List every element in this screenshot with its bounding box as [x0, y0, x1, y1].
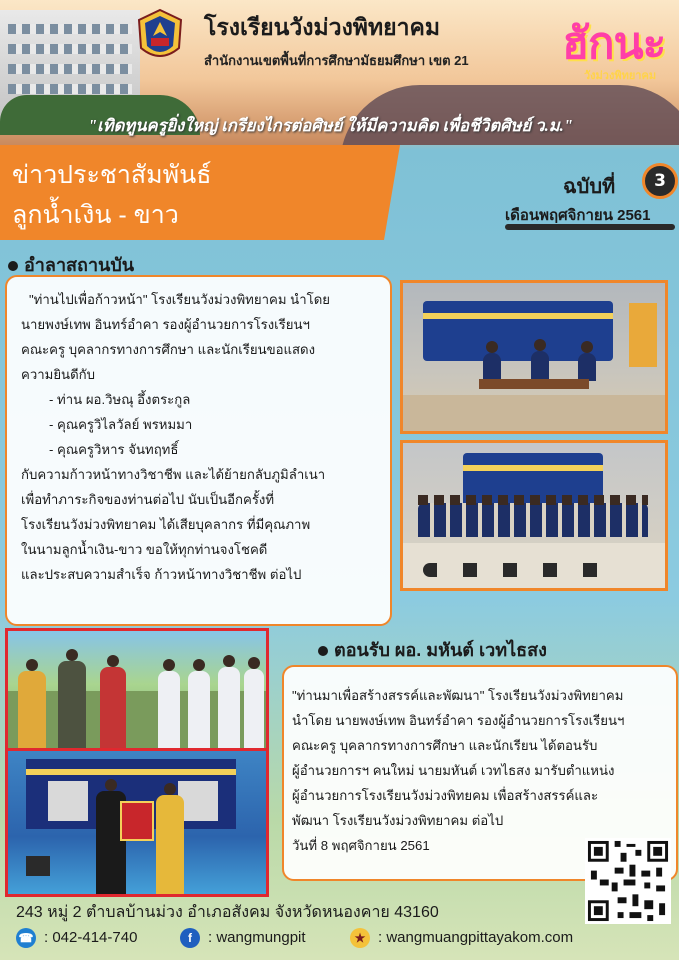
text-line: - คุณครูวิหาร จันทฤทธิ์ — [49, 442, 179, 457]
text-line: - คุณครูวิไลวัลย์ พรหมมา — [49, 417, 193, 432]
newsletter-subtitle: ลูกน้ำเงิน - ขาว — [12, 201, 179, 229]
office-name: สำนักงานเขตพื้นที่การศึกษามัธยมศึกษา เขต 21 — [204, 53, 469, 68]
farewell-stage-photo — [400, 280, 668, 434]
website-url: : wangmuangpittayakom.com — [378, 928, 574, 946]
section-heading-text: อำลาสถานบัน — [24, 255, 135, 275]
issue-number: 3 — [642, 163, 678, 199]
facebook-contact[interactable] — [180, 928, 306, 948]
welcome-garland-photo — [5, 628, 269, 752]
section-heading-text: ตอนรับ ผอ. มหันต์ เวทไธสง — [334, 640, 547, 660]
school-emblem-icon: ★ — [350, 928, 370, 948]
phone-contact[interactable] — [16, 928, 137, 948]
text-line: - ท่าน ผอ.วิษณุ อึ้งตระกูล — [49, 392, 191, 407]
facebook-page: : wangmungpit — [208, 928, 306, 946]
brand-text: ฮักนะ — [562, 19, 666, 68]
newsletter-title: ข่าวประชาสัมพันธ์ — [12, 161, 212, 189]
welcome-presentation-photo — [5, 748, 269, 897]
bullet-icon — [8, 261, 18, 271]
text-line: คณะครู บุคลากรทางการศึกษา และนักเรียน ได้ตอนรับ — [292, 738, 598, 753]
issue-label: ฉบับที่ — [563, 176, 616, 198]
text-line: ความยินดีกับ — [21, 367, 95, 382]
qr-code[interactable] — [585, 838, 671, 924]
issue-month: เดือนพฤศจิกายน 2561 — [505, 207, 651, 224]
text-line: "ท่านไปเพื่อก้าวหน้า" โรงเรียนวังม่วงพิทยาคม นำโดย — [29, 292, 330, 307]
text-line: เพื่อทำภาระกิจของท่านต่อไป นับเป็นอีกครั้งที่ — [21, 492, 275, 507]
text-line: นายพงษ์เทพ อินทร์อำคา รองผู้อำนวยการโรงเรียนฯ — [21, 317, 310, 332]
text-line: ในนามลูกน้ำเงิน-ขาว ขอให้ทุกท่านจงโชคดี — [21, 542, 268, 557]
text-line: วันที่ 8 พฤศจิกายน 2561 — [292, 838, 430, 853]
section-heading-welcome — [318, 635, 547, 664]
school-address: 243 หมู่ 2 ตำบลบ้านม่วง อำเภอสังคม จังหวัดหนองคาย 43160 — [16, 904, 439, 921]
text-line: คณะครู บุคลากรทางการศึกษา และนักเรียนขอแสดง — [21, 342, 316, 357]
school-motto: "เทิดทูนครูยิ่งใหญ่ เกรียงไกรต่อศิษย์ ให้มีความคิด เพื่อชีวิตศิษย์ ว.ม." — [88, 116, 573, 135]
brand-logo — [562, 8, 679, 88]
school-logo — [135, 8, 185, 66]
website-contact[interactable] — [350, 928, 573, 948]
text-line: พัฒนา โรงเรียนวังม่วงพิทยาคม ต่อไป — [292, 813, 504, 828]
text-line: กับความก้าวหน้าทางวิชาชีพ และได้ย้ายกลับภูมิลำเนา — [21, 467, 326, 482]
facebook-icon: f — [180, 928, 200, 948]
text-line: ผู้อำนวยการฯ คนใหม่ นายมหันต์ เวทไธสง มารับตำแหน่ง — [292, 763, 615, 778]
issue-underline — [505, 224, 675, 230]
brand-subtext: วังม่วงพิทยาคม — [584, 69, 657, 82]
bullet-icon — [318, 646, 328, 656]
farewell-text-box — [5, 275, 392, 626]
farewell-group-photo — [400, 440, 668, 591]
school-name: โรงเรียนวังม่วงพิทยาคม — [204, 14, 441, 40]
phone-number: : 042-414-740 — [44, 928, 138, 946]
text-line: และประสบความสำเร็จ ก้าวหน้าทางวิชาชีพ ต่อไป — [21, 567, 302, 582]
text-line: นำโดย นายพงษ์เทพ อินทร์อำคา รองผู้อำนวยการโรงเรียนฯ — [292, 713, 625, 728]
text-line: ผู้อำนวยการโรงเรียนวังม่วงพิทยคม เพื่อสร้างสรรค์และ — [292, 788, 599, 803]
phone-icon: ☎ — [16, 928, 36, 948]
text-line: "ท่านมาเพื่อสร้างสรรค์และพัฒนา" โรงเรียนวังม่วงพิทยาคม — [292, 688, 624, 703]
text-line: โรงเรียนวังม่วงพิทยาคม ได้เสียบุคลากร ที่มีคุณภาพ — [21, 517, 311, 532]
